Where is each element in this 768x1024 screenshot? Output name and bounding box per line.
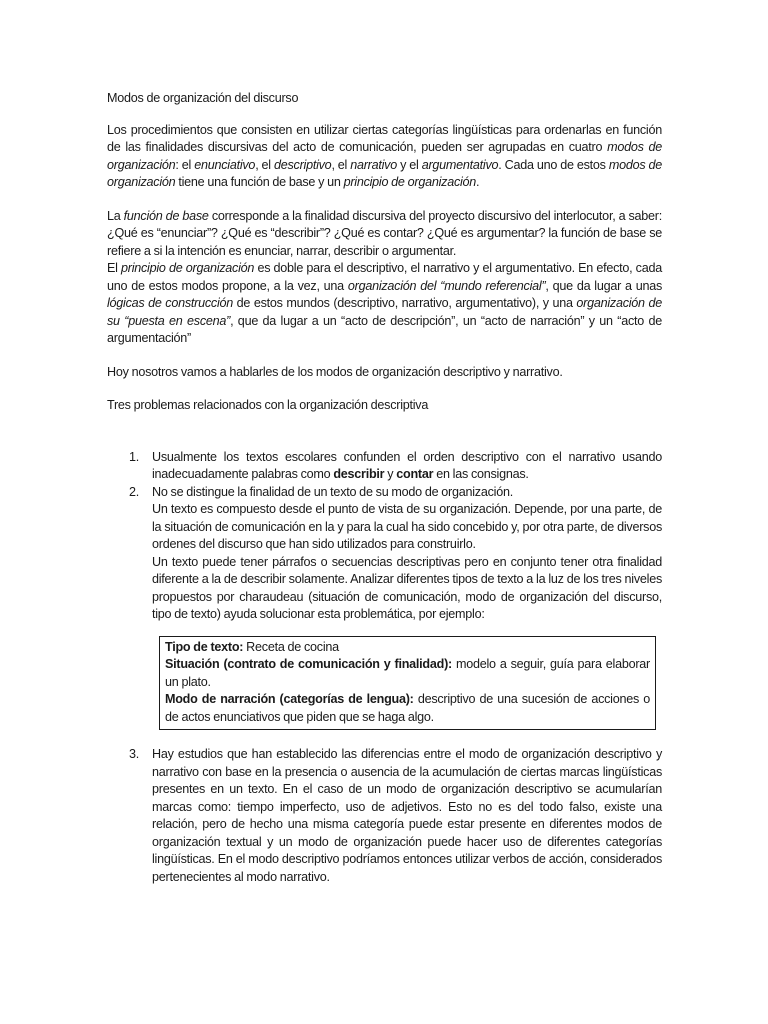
intro-text: y el <box>396 157 422 172</box>
principle-text: de estos mundos (descriptivo, narrativo, argumentativo), y una <box>233 296 577 310</box>
recipe-type-label: Tipo de texto: <box>165 639 244 654</box>
list-item-paragraph: Un texto es compuesto desde el punto de vista de su organización. Depende, por una parte, de la situación de comunicación en la y para la cual ha sido concebido y, por otra parte, de diversos ordenes del discurso que han sido utilizados para construirlo. <box>152 502 662 551</box>
list-item <box>107 746 662 886</box>
recipe-mode-line <box>165 691 650 726</box>
intro-text: Los procedimientos que consisten en utilizar ciertas categorías lingüísticas para ordenarlas en función de las finalidades discursivas del acto de comunicación, pueden ser agrupadas en cuatro <box>107 122 662 154</box>
list-item-strong: describir <box>333 467 385 481</box>
intro-emphasis: argumentativo <box>421 157 499 172</box>
recipe-type-value: Receta de cocina <box>243 639 339 654</box>
intro-emphasis: modos de organización <box>107 140 662 172</box>
list-item-number: 2. <box>129 484 140 499</box>
principle-emphasis: lógicas de construcción <box>107 296 233 310</box>
recipe-situation-value: modelo a seguir, guía para elaborar un plato. <box>165 657 650 689</box>
intro-text: , el <box>331 157 351 172</box>
list-item-number: 3. <box>129 747 140 761</box>
problems-list <box>107 449 662 624</box>
list-item-text: Usualmente los textos escolares confunden el orden descriptivo con el narrativo usando inadecuadamente palabras como <box>152 449 662 481</box>
recipe-example-box <box>159 636 656 731</box>
principle-emphasis: organización del “mundo referencial” <box>347 278 546 293</box>
problems-list-continued <box>107 746 662 886</box>
base-function-paragraph <box>107 208 662 261</box>
principle-text: es doble para el descriptivo, el narrativo y el argumentativo. En efecto, cada uno de estos modos propone, a la vez, una <box>107 261 662 293</box>
list-item-paragraph: Un texto puede tener párrafos o secuencias descriptivas pero en conjunto tener otra finalidad diferente a la de describir solamente. Analizar diferentes tipos de texto a la luz de los tres niveles propuestos por charaudeau (situación de comunicación, modo de organización del discurso, tipo de texto) ayuda solucionar esta problemática, por ejemplo: <box>152 554 662 621</box>
intro-emphasis: descriptivo <box>273 157 332 172</box>
intro-text: . Cada uno de estos <box>498 157 609 172</box>
intro-paragraph <box>107 122 662 192</box>
intro-emphasis: principio de organización <box>343 175 477 189</box>
list-item-text: No se distingue la finalidad de un texto de su modo de organización. <box>152 484 513 499</box>
base-text: La <box>107 208 124 223</box>
today-paragraph: Hoy nosotros vamos a hablarles de los modos de organización descriptivo y narrativo. <box>107 364 563 379</box>
intro-emphasis: modos de organización <box>107 157 663 189</box>
intro-text: tiene una función de base y un <box>175 175 344 189</box>
principle-emphasis: organización de su “puesta en escena” <box>107 296 662 328</box>
organization-principle-paragraph <box>107 260 662 348</box>
recipe-situation-line <box>165 656 650 691</box>
document-title: Modos de organización del discurso <box>107 91 299 105</box>
recipe-situation-label: Situación (contrato de comunicación y finalidad): <box>165 657 452 671</box>
list-item-text: Hay estudios que han establecido las diferencias entre el modo de organización descriptivo y narrativo con base en la presencia o ausencia de la acumulación de ciertas marcas lingüísticas presentes en un texto. En el caso de un modo de organización descriptivo se acumularían marcas como: tiempo imperfecto, uso de adjetivos. Esto no es del todo falso, existe una relación, pero de hecho una misma categoría puede estar presente en diferentes modos de organización textual y un modo de organización puede hacer uso de diferentes categorías lingüísticas. En el modo descriptivo podríamos entonces utilizar verbos de acción, considerados pertenecientes al modo narrativo. <box>152 747 662 884</box>
list-item-number: 1. <box>129 449 140 464</box>
base-text: corresponde a la finalidad discursiva del proyecto discursivo del interlocutor, a saber: ¿Qué es “enunciar”? ¿Qué es “describir”? ¿Qué es contar? ¿Qué es argumentar? la función de base se refiere a si la intención es enunciar, narrar, describir o argumentar. <box>107 208 663 258</box>
principle-text: , que da lugar a unas <box>545 278 663 293</box>
recipe-mode-label: Modo de narración (categorías de lengua): <box>165 692 414 706</box>
list-item-text: y <box>384 467 397 481</box>
section-heading: Tres problemas relacionados con la organización descriptiva <box>107 398 429 412</box>
list-item-text: en las consignas. <box>433 467 529 481</box>
intro-text: : el <box>175 157 195 172</box>
principle-emphasis: principio de organización <box>121 261 255 275</box>
intro-emphasis: narrativo <box>350 157 397 172</box>
intro-text: . <box>476 175 480 189</box>
intro-text: , el <box>255 157 274 172</box>
intro-emphasis: enunciativo <box>194 157 256 172</box>
recipe-type-line <box>165 639 650 657</box>
recipe-mode-value: descriptivo de una sucesión de acciones o de actos enunciativos que piden que se haga algo. <box>165 692 651 724</box>
principle-text: , que da lugar a un “acto de descripción”, un “acto de narración” y un “acto de argumentación” <box>107 313 663 345</box>
document-page <box>107 90 662 886</box>
list-item <box>107 449 662 484</box>
list-item <box>107 484 662 624</box>
base-emphasis: función de base <box>123 208 209 223</box>
principle-text: El <box>107 261 121 275</box>
list-item-strong: contar <box>396 467 434 481</box>
